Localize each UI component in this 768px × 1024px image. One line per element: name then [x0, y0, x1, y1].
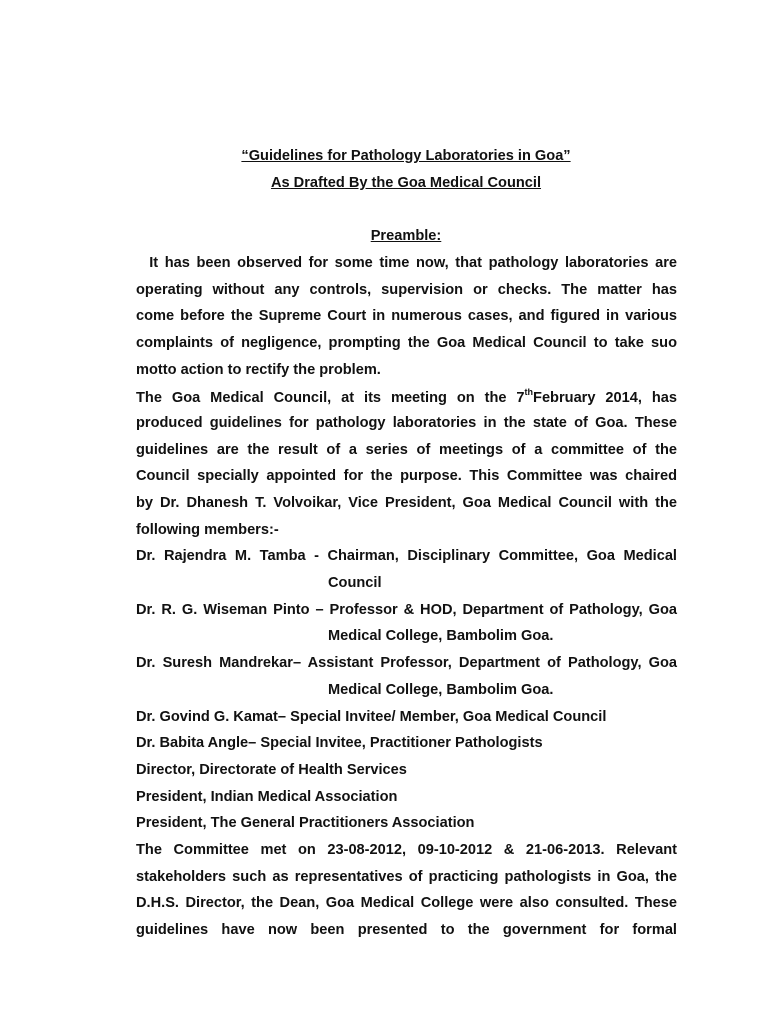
- paragraph-line: by Dr. Dhanesh T. Volvoikar, Vice President, Goa Medical Council with the: [136, 495, 677, 511]
- member-entry: Dr. R. G. Wiseman Pinto – Professor & HOD, Department of Pathology, Goa: [136, 602, 677, 618]
- document-title: “Guidelines for Pathology Laboratories in Goa”: [241, 148, 571, 164]
- paragraph-line: complaints of negligence, prompting the Goa Medical Council to take suo: [136, 335, 677, 351]
- paragraph-line: D.H.S. Director, the Dean, Goa Medical College were also consulted. These: [136, 895, 677, 911]
- member-entry-continuation: Medical College, Bambolim Goa.: [328, 682, 554, 698]
- paragraph-line: motto action to rectify the problem.: [136, 362, 381, 378]
- paragraph-line: The Goa Medical Council, at its meeting on the 7thFebruary 2014, has: [136, 387, 677, 406]
- preamble-heading: Preamble:: [370, 228, 442, 244]
- member-entry-continuation: Medical College, Bambolim Goa.: [328, 628, 554, 644]
- paragraph-line: It has been observed for some time now, that pathology laboratories are: [136, 255, 677, 271]
- member-entry: Dr. Suresh Mandrekar– Assistant Professor, Department of Pathology, Goa: [136, 655, 677, 671]
- member-entry: Dr. Govind G. Kamat– Special Invitee/ Member, Goa Medical Council: [136, 709, 607, 725]
- document-subtitle: As Drafted By the Goa Medical Council: [270, 175, 542, 191]
- member-entry: President, The General Practitioners Association: [136, 815, 475, 831]
- paragraph-line: stakeholders such as representatives of practicing pathologists in Goa, the: [136, 869, 677, 885]
- paragraph-line: produced guidelines for pathology laboratories in the state of Goa. These: [136, 415, 677, 431]
- paragraph-line: The Committee met on 23-08-2012, 09-10-2012 & 21-06-2013. Relevant: [136, 842, 677, 858]
- paragraph-line: Council specially appointed for the purpose. This Committee was chaired: [136, 468, 677, 484]
- paragraph-line: following members:-: [136, 522, 279, 538]
- member-entry: President, Indian Medical Association: [136, 789, 398, 805]
- paragraph-line: guidelines have now been presented to the government for formal: [136, 922, 677, 938]
- member-entry: Dr. Babita Angle– Special Invitee, Practitioner Pathologists: [136, 735, 543, 751]
- member-entry-continuation: Council: [328, 575, 382, 591]
- paragraph-line: guidelines are the result of a series of meetings of a committee of the: [136, 442, 677, 458]
- paragraph-line: operating without any controls, supervision or checks. The matter has: [136, 282, 677, 298]
- paragraph-line: come before the Supreme Court in numerous cases, and figured in various: [136, 308, 677, 324]
- member-entry: Dr. Rajendra M. Tamba - Chairman, Disciplinary Committee, Goa Medical: [136, 548, 677, 564]
- member-entry: Director, Directorate of Health Services: [136, 762, 407, 778]
